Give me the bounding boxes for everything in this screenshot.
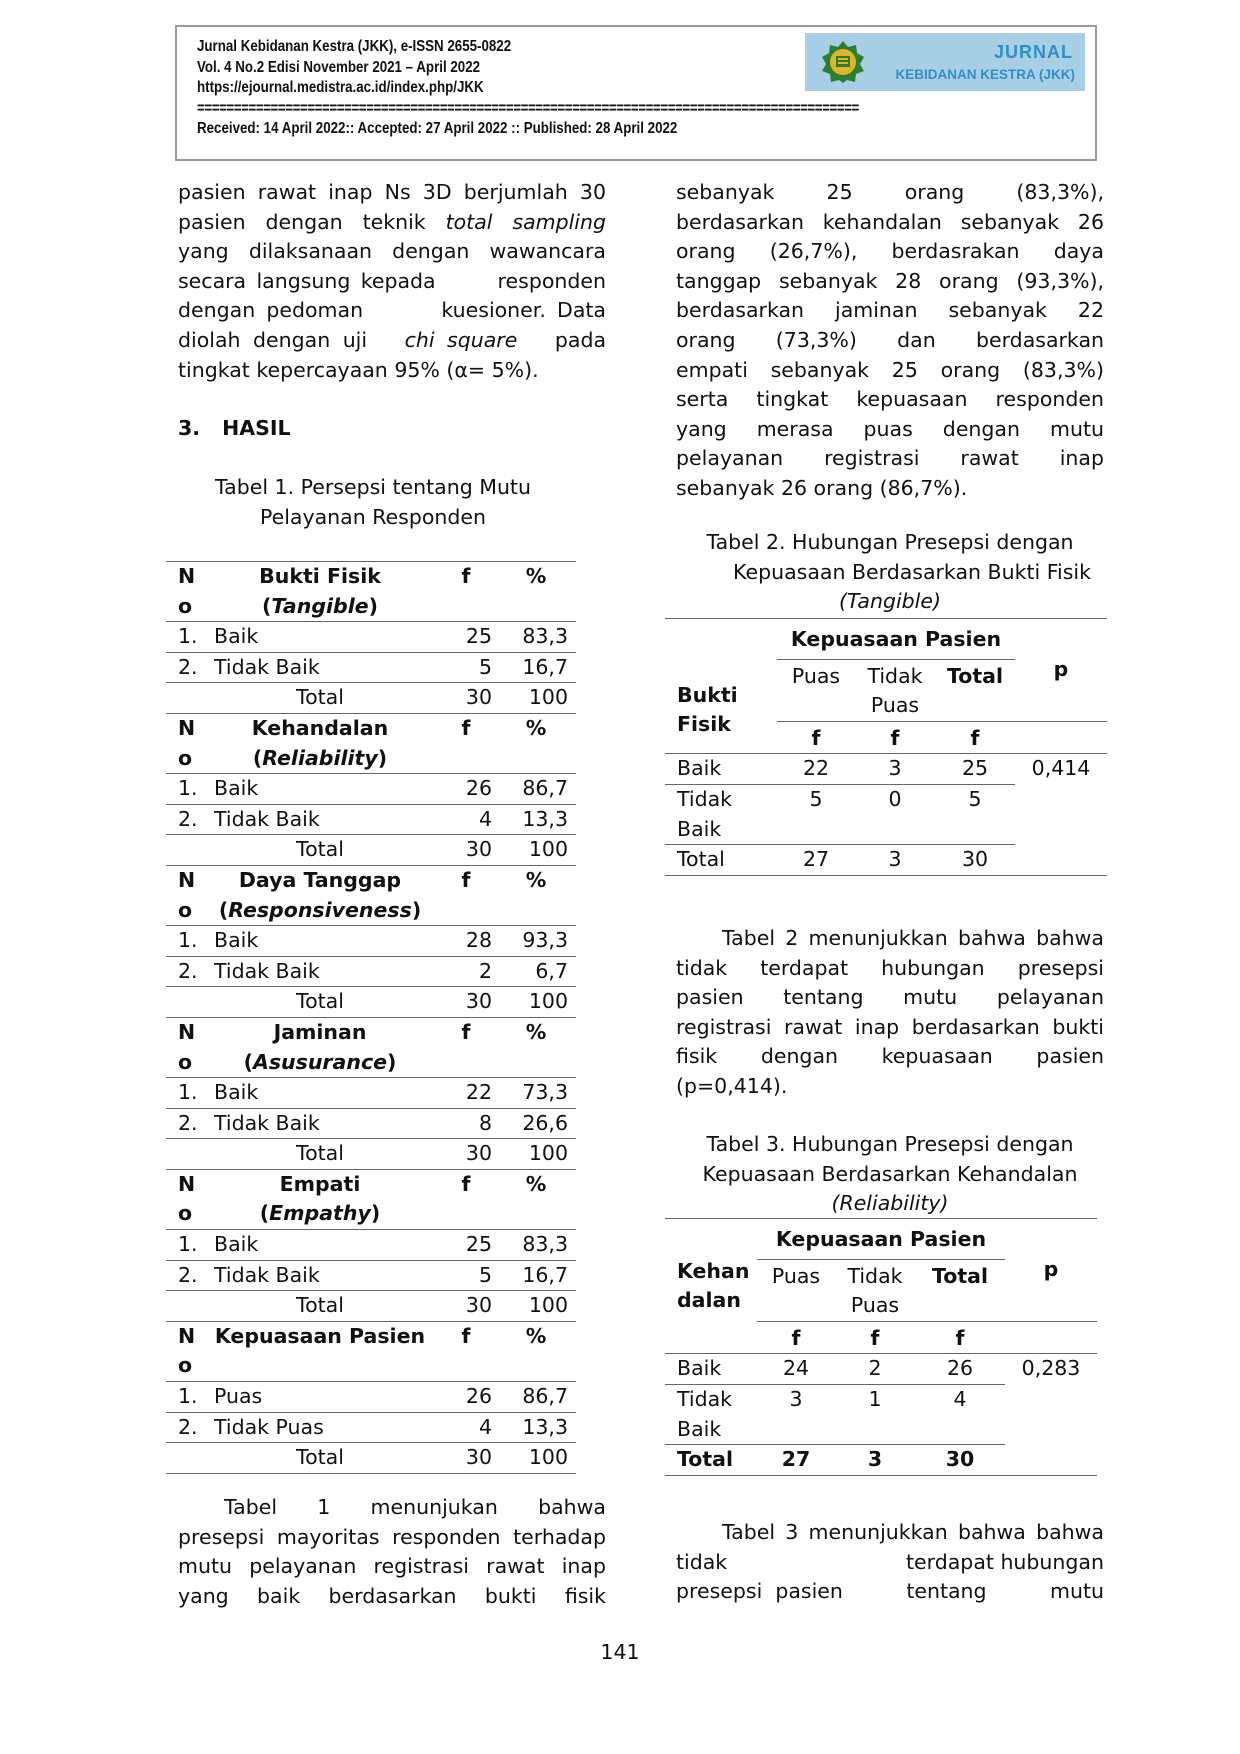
- header-f: f: [436, 1169, 496, 1229]
- publication-dates: Received: 14 April 2022:: Accepted: 27 April 2022 :: Published: 28 April 2022: [197, 120, 678, 137]
- total-percent: 100: [528, 685, 568, 710]
- cell-total: 5: [935, 784, 1015, 844]
- row-no: 1.: [166, 774, 204, 805]
- cell-puas: 27: [777, 845, 855, 876]
- row-percent: 6,7: [496, 956, 576, 987]
- row-percent: 83,3: [496, 622, 576, 653]
- text-line: orang (73,3%) dan berdasarkan: [676, 327, 1104, 352]
- row-label: Total: [665, 845, 777, 876]
- row-percent: 86,7: [496, 774, 576, 805]
- p-header: p: [1005, 1219, 1097, 1322]
- cell-puas: 5: [777, 784, 855, 844]
- journal-logo-banner: [805, 33, 1085, 91]
- row-f: 2: [436, 956, 496, 987]
- f-label: f: [835, 1321, 915, 1354]
- emblem-icon: [821, 40, 865, 84]
- row-label: Tidak Baik: [204, 652, 436, 683]
- row-percent: 16,7: [496, 1260, 576, 1291]
- table1-summary-paragraph: [178, 1493, 606, 1611]
- table1: [166, 561, 576, 1474]
- header-percent: %: [496, 1017, 576, 1077]
- cell-tidak-puas: 2: [868, 1356, 882, 1381]
- text-line: tanggap sebanyak 28 orang (93,3%),: [676, 268, 1104, 293]
- italic-term: chi square: [404, 327, 518, 352]
- cell-tidak-puas: 3: [835, 1445, 915, 1476]
- total-f: 30: [465, 1293, 492, 1318]
- text-line: diolah dengan uji chi square pada: [178, 327, 607, 352]
- table3-caption: Tabel 3. Hubungan Presepsi dengan Kepuasaan Berdasarkan Kehandalan (Reliability): [702, 1132, 1078, 1216]
- header-percent: %: [496, 1169, 576, 1229]
- section-title: HASIL: [222, 416, 291, 440]
- total-f: 30: [465, 1141, 492, 1166]
- row-label: Baik: [204, 1078, 436, 1109]
- text-line: tidak terdapat hubungan presepsi: [676, 955, 1104, 980]
- group-header: Kepuasaan Pasien: [757, 1219, 1005, 1260]
- header-percent: %: [496, 865, 576, 925]
- row-percent: 86,7: [496, 1382, 576, 1413]
- text-line: berdasarkan jaminan sebanyak 22: [676, 298, 1104, 323]
- table-row: [166, 1230, 576, 1261]
- row-label: Tidak Baik: [665, 1384, 757, 1444]
- text-line: Tabel 2 menunjukkan bahwa bahwa: [722, 926, 1104, 950]
- table-row: [166, 1078, 576, 1109]
- total-f: 30: [465, 989, 492, 1014]
- right-intro-paragraph: [676, 178, 1104, 504]
- col-total: Total: [946, 663, 1003, 688]
- table2-caption: Tabel 2. Hubungan Presepsi dengan Kepuasaan Berdasarkan Bukti Fisik (Tangible): [706, 530, 1091, 614]
- text-line: berdasarkan kehandalan sebanyak 26: [676, 209, 1104, 234]
- total-f: 30: [436, 1443, 496, 1474]
- cell-tidak-puas: 3: [888, 756, 902, 781]
- table1-group-header: [166, 1169, 576, 1229]
- row-no: 1.: [166, 1230, 204, 1261]
- table-row: [166, 652, 576, 683]
- cell-tidak-puas: 3: [855, 845, 935, 876]
- row-f: 25: [436, 622, 496, 653]
- table3: [665, 1218, 1097, 1476]
- row-label: Puas: [204, 1382, 436, 1413]
- row-percent: 93,3: [496, 926, 576, 957]
- text-line: serta tingkat kepuasaan responden: [676, 387, 1104, 412]
- row-no: 2.: [166, 1260, 204, 1291]
- row-percent: 16,7: [496, 652, 576, 683]
- row-no: 1.: [166, 926, 204, 957]
- row-label: Tidak Puas: [204, 1412, 436, 1443]
- row-label: Baik: [204, 622, 436, 653]
- text-line: registrasi rawat inap berdasarkan bukti: [676, 1014, 1104, 1039]
- header-no: N o: [166, 1169, 204, 1229]
- table2: [665, 618, 1107, 876]
- row-label: Tidak Baik: [204, 804, 436, 835]
- text-line: pasien rawat inap Ns 3D berjumlah 30: [178, 180, 606, 204]
- table-row: [166, 622, 576, 653]
- row-label: Baik: [204, 1230, 436, 1261]
- table-row: [166, 1412, 576, 1443]
- table-row: [166, 1260, 576, 1291]
- text-line: presepsi mayoritas responden terhadap: [178, 1524, 606, 1549]
- table-total-row: [166, 987, 576, 1018]
- f-label: f: [777, 721, 855, 754]
- text-line: empati sebanyak 25 orang (83,3%): [676, 357, 1104, 382]
- header-no: N o: [166, 562, 204, 622]
- header-separator: ==========================================================================================: [197, 99, 859, 117]
- row-f: 5: [436, 652, 496, 683]
- text-line: pasien dengan teknik total sampling: [178, 209, 607, 234]
- f-label: f: [855, 721, 935, 754]
- text-line: yang baik berdasarkan bukti fisik: [178, 1583, 606, 1608]
- row-label: Tidak Baik: [204, 956, 436, 987]
- row-label: Tidak Baik: [665, 784, 777, 844]
- header-f: f: [436, 1017, 496, 1077]
- total-f: 30: [465, 837, 492, 862]
- text-line: yang merasa puas dengan mutu: [676, 416, 1104, 441]
- text-line: pelayanan registrasi rawat inap: [676, 446, 1104, 471]
- row-label: Baik: [204, 774, 436, 805]
- table-total-row: [166, 1291, 576, 1322]
- table-row: [166, 926, 576, 957]
- p-value: 0,283: [1005, 1354, 1097, 1475]
- col-tidak-puas: Tidak Puas: [847, 1263, 903, 1318]
- f-label: f: [757, 1321, 835, 1354]
- section-number: 3.: [178, 416, 201, 440]
- row-percent: 13,3: [496, 804, 576, 835]
- header-category: Jaminan (Asusurance): [204, 1017, 436, 1077]
- header-category: Bukti Fisik (Tangible): [204, 562, 436, 622]
- table-total-row: [166, 1139, 576, 1170]
- f-label: f: [935, 721, 1015, 754]
- header-f: f: [436, 865, 496, 925]
- text-line: dengan pedoman kuesioner. Data: [178, 298, 606, 323]
- header-percent: %: [496, 713, 576, 773]
- header-category: Kepuasaan Pasien: [204, 1321, 436, 1381]
- row-f: 25: [436, 1230, 496, 1261]
- section-heading: [178, 414, 606, 444]
- row-f: 26: [436, 774, 496, 805]
- col-total: Total: [931, 1263, 988, 1288]
- row-header: Kehan dalan: [665, 1219, 757, 1354]
- row-percent: 26,6: [496, 1108, 576, 1139]
- table1-group-header: [166, 1321, 576, 1381]
- cell-puas: 24: [782, 1356, 810, 1381]
- text-line: sebanyak 26 orang (86,7%).: [676, 475, 968, 500]
- row-no: 2.: [166, 1108, 204, 1139]
- total-label: Total: [296, 989, 344, 1014]
- row-percent: 73,3: [496, 1078, 576, 1109]
- table-row: [166, 956, 576, 987]
- row-f: 28: [436, 926, 496, 957]
- row-label: Baik: [204, 926, 436, 957]
- header-category: Empati (Empathy): [204, 1169, 436, 1229]
- text-line: (p=0,414).: [676, 1073, 788, 1098]
- row-f: 26: [436, 1382, 496, 1413]
- text-line: Tabel 1 menunjukan bahwa: [224, 1495, 606, 1519]
- header-no: N o: [166, 1017, 204, 1077]
- cell-puas: 22: [802, 756, 830, 781]
- row-f: 5: [436, 1260, 496, 1291]
- total-label: Total: [204, 1443, 436, 1474]
- text-line: presepsi pasien tentang mutu: [676, 1579, 1104, 1604]
- total-percent: 100: [496, 1443, 576, 1474]
- table-row: [665, 1354, 1097, 1385]
- row-f: 4: [436, 1412, 496, 1443]
- row-label: Total: [665, 1445, 757, 1476]
- f-label: f: [915, 1321, 1005, 1354]
- total-percent: 100: [528, 989, 568, 1014]
- header-percent: %: [496, 562, 576, 622]
- table-total-row: [166, 835, 576, 866]
- total-label: Total: [296, 1293, 344, 1318]
- header-no: N o: [166, 1321, 204, 1381]
- header-f: f: [436, 713, 496, 773]
- cell-total: 30: [935, 845, 1015, 876]
- header-f: f: [436, 562, 496, 622]
- cell-puas: 27: [757, 1445, 835, 1476]
- table1-caption: Tabel 1. Persepsi tentang Mutu Pelayanan Responden: [215, 475, 531, 529]
- row-header: Bukti Fisik: [665, 619, 777, 754]
- row-f: 22: [436, 1078, 496, 1109]
- page-number: 141: [600, 1640, 640, 1664]
- row-f: 4: [436, 804, 496, 835]
- group-header: Kepuasaan Pasien: [777, 619, 1015, 660]
- journal-name: Jurnal Kebidanan Kestra (JKK), e-ISSN 2655-0822: [197, 38, 512, 55]
- table-total-row: [166, 683, 576, 714]
- text-line: pasien tentang mutu pelayanan: [676, 985, 1104, 1010]
- text-line: yang dilaksanaan dengan wawancara: [178, 239, 606, 264]
- row-no: 1.: [166, 1382, 204, 1413]
- left-intro-paragraph: [178, 178, 606, 385]
- cell-total: 26: [946, 1356, 974, 1381]
- text-line: mutu pelayanan registrasi rawat inap: [178, 1554, 606, 1579]
- total-label: Total: [296, 685, 344, 710]
- text-line: secara langsung kepada responden: [178, 268, 606, 293]
- logo-title: JURNAL: [993, 42, 1073, 62]
- table-row: [166, 1108, 576, 1139]
- table-row: [665, 754, 1107, 785]
- table-row: [166, 1382, 576, 1413]
- row-no: 1.: [166, 1078, 204, 1109]
- text-line: fisik dengan kepuasaan pasien: [676, 1044, 1104, 1069]
- col-tidak-puas: Tidak Puas: [867, 663, 923, 718]
- row-percent: 13,3: [496, 1412, 576, 1443]
- row-label: Tidak Baik: [204, 1260, 436, 1291]
- table-row: [166, 804, 576, 835]
- col-puas: Puas: [791, 663, 841, 688]
- col-puas: Puas: [771, 1263, 821, 1288]
- total-percent: 100: [528, 1293, 568, 1318]
- total-f: 30: [465, 685, 492, 710]
- total-percent: 100: [528, 1141, 568, 1166]
- row-no: 2.: [166, 1412, 204, 1443]
- text-line: tidak terdapat hubungan: [676, 1549, 1104, 1574]
- cell-tidak-puas: 1: [835, 1384, 915, 1444]
- p-value: 0,414: [1015, 754, 1107, 875]
- logo-subtitle: KEBIDANAN KESTRA (JKK): [895, 67, 1075, 82]
- text-line: tingkat kepercayaan 95% (α= 5%).: [178, 357, 539, 382]
- table1-group-header: [166, 713, 576, 773]
- row-no: 2.: [166, 956, 204, 987]
- p-header: p: [1015, 619, 1107, 722]
- italic-term: total sampling: [445, 209, 607, 234]
- row-label: Tidak Baik: [204, 1108, 436, 1139]
- header-no: N o: [166, 713, 204, 773]
- cell-total: 25: [961, 756, 989, 781]
- row-label: Baik: [677, 756, 722, 781]
- text-line: sebanyak 25 orang (83,3%),: [676, 180, 1104, 204]
- table3-summary-paragraph: [676, 1518, 1104, 1607]
- header-no: N o: [166, 865, 204, 925]
- total-label: Total: [296, 1141, 344, 1166]
- table1-group-header: [166, 1017, 576, 1077]
- journal-header: [175, 25, 1097, 161]
- cell-puas: 3: [757, 1384, 835, 1444]
- row-label: Baik: [677, 1356, 722, 1381]
- text-line: Tabel 3 menunjukkan bahwa bahwa: [722, 1520, 1104, 1544]
- table1-group-header: [166, 865, 576, 925]
- total-percent: 100: [528, 837, 568, 862]
- cell-tidak-puas: 0: [855, 784, 935, 844]
- journal-volume: Vol. 4 No.2 Edisi November 2021 – April 2022: [197, 58, 481, 76]
- header-percent: %: [496, 1321, 576, 1381]
- row-no: 1.: [166, 622, 204, 653]
- header-f: f: [436, 1321, 496, 1381]
- header-category: Daya Tanggap (Responsiveness): [204, 865, 436, 925]
- cell-total: 4: [915, 1384, 1005, 1444]
- journal-url[interactable]: https://ejournal.medistra.ac.id/index.php/JKK: [197, 79, 484, 96]
- cell-total: 30: [915, 1445, 1005, 1476]
- header-category: Kehandalan (Reliability): [204, 713, 436, 773]
- table1-group-header: [166, 562, 576, 622]
- journal-info: [197, 37, 859, 140]
- total-label: Total: [296, 837, 344, 862]
- table2-summary-paragraph: [676, 924, 1104, 1102]
- row-no: 2.: [166, 652, 204, 683]
- row-percent: 83,3: [496, 1230, 576, 1261]
- text-line: orang (26,7%), berdasrakan daya: [676, 239, 1104, 264]
- row-f: 8: [436, 1108, 496, 1139]
- row-no: 2.: [166, 804, 204, 835]
- table-total-row: [166, 1443, 576, 1474]
- table-row: [166, 774, 576, 805]
